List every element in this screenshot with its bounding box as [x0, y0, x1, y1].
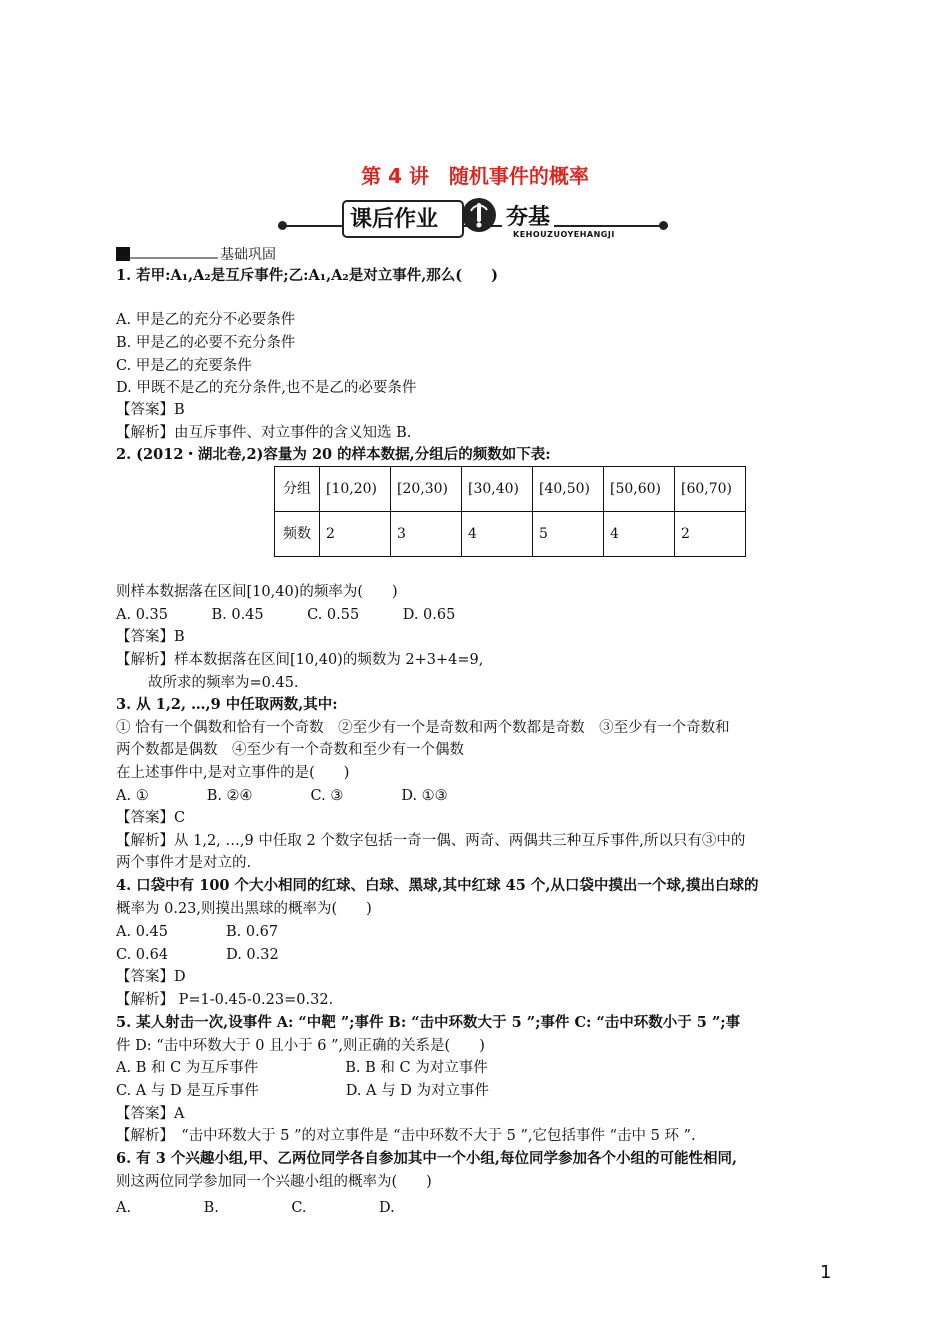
- question-1: 1. 若甲:A₁,A₂是互斥事件;乙:A₁,A₂是对立事件,那么( ): [116, 267, 499, 284]
- section-bar: [130, 257, 218, 259]
- frequency-table: [274, 466, 746, 557]
- question-stem: 则这两位同学参加同一个兴趣小组的概率为( ): [116, 1174, 432, 1190]
- page-number: 1: [820, 1262, 832, 1283]
- option-line: C. 0.64 D. 0.32: [116, 947, 279, 963]
- table-cell: 2: [320, 512, 391, 557]
- table-cell: [30,40): [462, 467, 533, 512]
- banner-dot-right: [659, 221, 668, 230]
- table-cell: 4: [604, 512, 675, 557]
- option-line: C. A 与 D 是互斥事件 D. A 与 D 为对立事件: [116, 1083, 489, 1099]
- option-line: A. B 和 C 为互斥事件 B. B 和 C 为对立事件: [116, 1060, 488, 1076]
- banner-side-text: 夯基: [502, 200, 554, 231]
- question-2: 2. (2012・湖北卷,2)容量为 20 的样本数据,分组后的频数如下表:: [116, 446, 551, 463]
- option-line: A. ① B. ②④ C. ③ D. ①③: [116, 788, 448, 804]
- option-line: A. 甲是乙的充分不必要条件: [116, 312, 296, 328]
- answer-line: 【答案】C: [116, 810, 186, 826]
- table-cell: 2: [675, 512, 746, 557]
- table-cell: 频数: [275, 512, 320, 557]
- analysis-line: 【解析】 P=1-0.45-0.23=0.32.: [116, 992, 334, 1008]
- option-line: A. B. C. D.: [116, 1200, 395, 1216]
- option-line: A. 0.35 B. 0.45 C. 0.55 D. 0.65: [116, 607, 456, 623]
- question-6: 6. 有 3 个兴趣小组,甲、乙两位同学各自参加其中一个小组,每位同学参加各个小组的可能性相同,: [116, 1150, 738, 1167]
- option-line: C. 甲是乙的充要条件: [116, 358, 252, 374]
- section-heading: [116, 244, 276, 264]
- answer-line: 【答案】D: [116, 969, 186, 985]
- question-stem: 概率为 0.23,则摸出黑球的概率为( ): [116, 901, 372, 917]
- table-cell: 4: [462, 512, 533, 557]
- analysis-line: 【解析】由互斥事件、对立事件的含义知选 B.: [116, 425, 412, 441]
- question-3: 3. 从 1,2, …,9 中任取两数,其中:: [116, 696, 338, 713]
- page-title: 第 4 讲 随机事件的概率: [361, 164, 589, 188]
- question-stem: 两个数都是偶数 ④至少有一个奇数和至少有一个偶数: [116, 742, 464, 758]
- table-cell: 5: [533, 512, 604, 557]
- section-label: 基础巩固: [220, 247, 276, 263]
- option-line: B. 甲是乙的必要不充分条件: [116, 335, 296, 351]
- banner-logo-icon: [462, 198, 496, 232]
- question-stem: ① 恰有一个偶数和恰有一个奇数 ②至少有一个是奇数和两个数都是奇数 ③至少有一个奇数和: [116, 720, 730, 736]
- table-cell: [20,30): [391, 467, 462, 512]
- banner-subtitle: KEHOUZUOYEHANGJI: [510, 230, 618, 239]
- analysis-line: 故所求的频率为=0.45.: [148, 675, 299, 691]
- analysis-line: 两个事件才是对立的.: [116, 855, 252, 871]
- table-cell: [10,20): [320, 467, 391, 512]
- question-stem: 件 D: “击中环数大于 0 且小于 6 ”,则正确的关系是( ): [116, 1038, 485, 1054]
- question-stem: 在上述事件中,是对立事件的是( ): [116, 765, 350, 781]
- section-banner: [278, 196, 668, 242]
- banner-dot-left: [278, 221, 287, 230]
- table-row: [275, 512, 746, 557]
- table-cell: [50,60): [604, 467, 675, 512]
- option-line: A. 0.45 B. 0.67: [116, 924, 279, 940]
- answer-line: 【答案】A: [116, 1106, 185, 1122]
- option-line: D. 甲既不是乙的充分条件,也不是乙的必要条件: [116, 380, 417, 396]
- table-cell: 分组: [275, 467, 320, 512]
- banner-main-text: 课后作业: [350, 207, 439, 232]
- table-row: [275, 467, 746, 512]
- answer-line: 【答案】B: [116, 402, 185, 418]
- table-cell: 3: [391, 512, 462, 557]
- section-square-icon: [116, 247, 130, 261]
- question-stem: 则样本数据落在区间[10,40)的频率为( ): [116, 584, 398, 600]
- analysis-line: 【解析】 “击中环数大于 5 ”的对立事件是 “击中环数不大于 5 ”,它包括事件 “击中 5 环 ”.: [116, 1128, 696, 1144]
- question-4: 4. 口袋中有 100 个大小相同的红球、白球、黑球,其中红球 45 个,从口袋中摸出一个球,摸出白球的: [116, 877, 759, 894]
- table-cell: [40,50): [533, 467, 604, 512]
- analysis-line: 【解析】样本数据落在区间[10,40)的频数为 2+3+4=9,: [116, 652, 484, 668]
- answer-line: 【答案】B: [116, 629, 185, 645]
- analysis-line: 【解析】从 1,2, …,9 中任取 2 个数字包括一奇一偶、两奇、两偶共三种互斥事件,所以只有③中的: [116, 833, 746, 849]
- table-cell: [60,70): [675, 467, 746, 512]
- question-5: 5. 某人射击一次,设事件 A: “中靶 ”;事件 B: “击中环数大于 5 ”;事件 C: “击中环数小于 5 ”;事: [116, 1014, 741, 1031]
